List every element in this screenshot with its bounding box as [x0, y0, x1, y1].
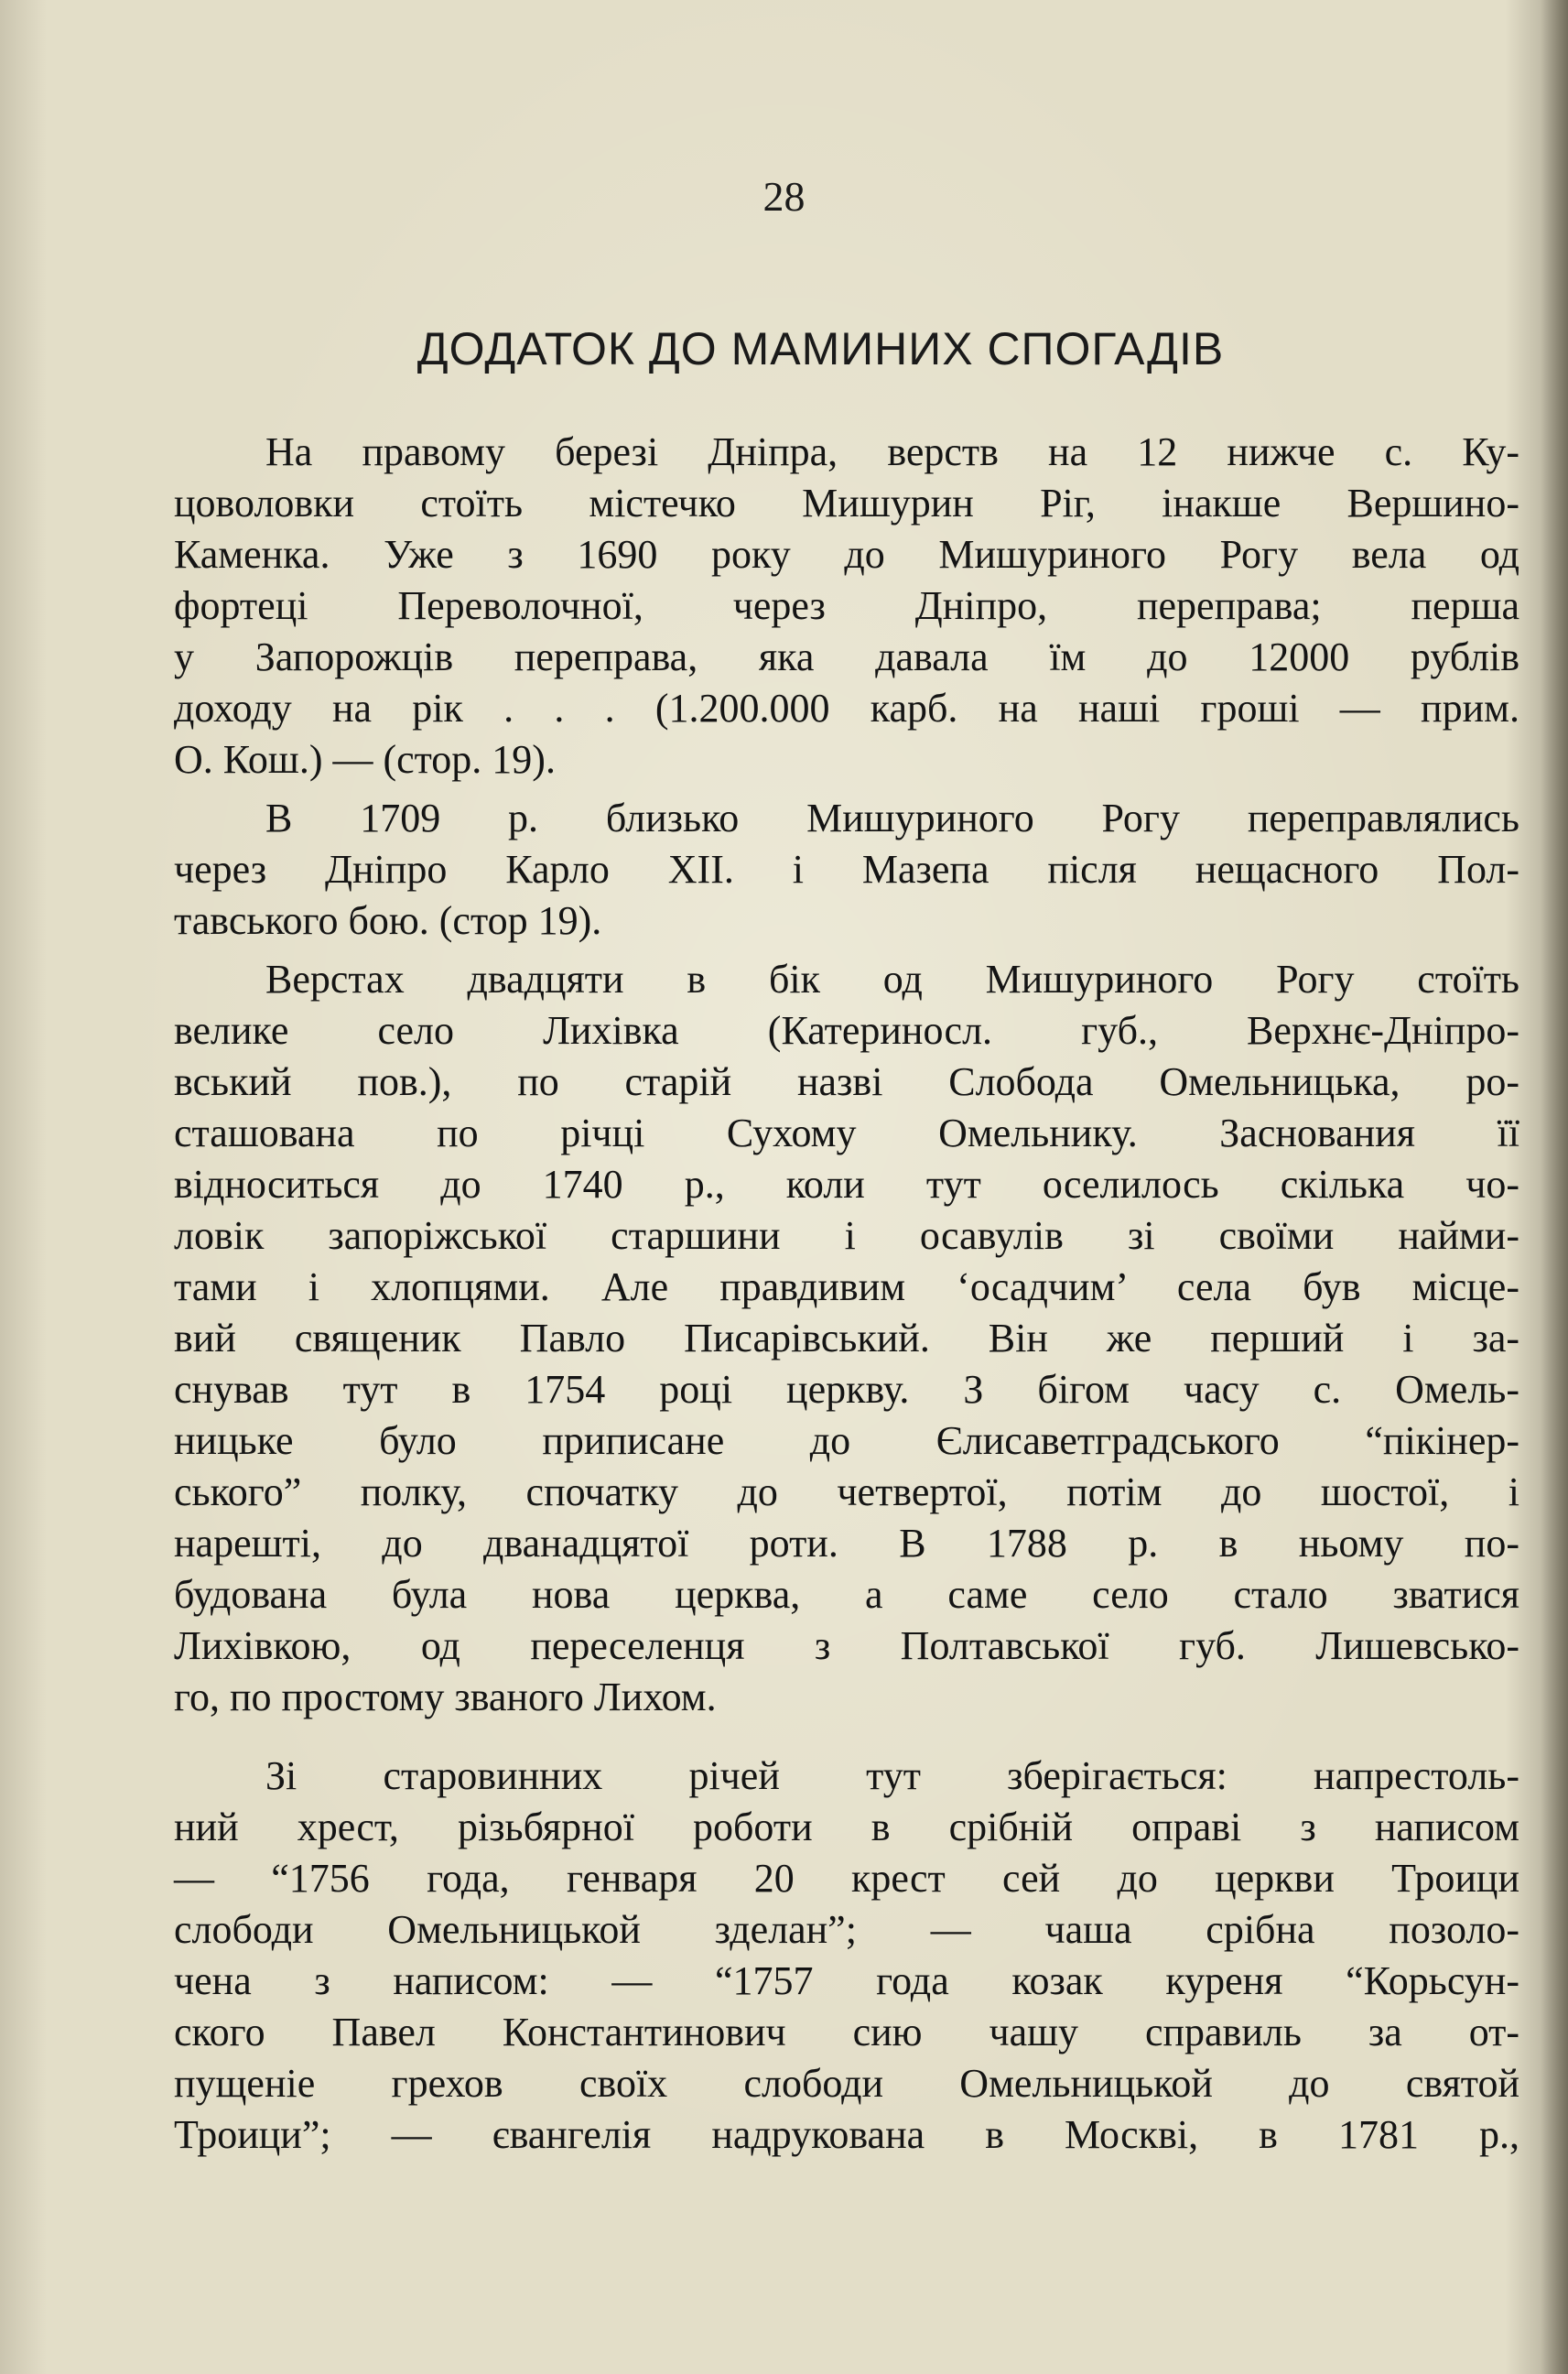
body-text [174, 427, 1519, 2161]
text-line: у Запорожців переправа, яка давала їм до 12000 рублів [174, 634, 1519, 679]
text-line: вий священик Павло Писарівський. Він же перший і за- [174, 1316, 1519, 1360]
text-line: О. Кош.) — (стор. 19). [174, 737, 556, 782]
text-line: ловік запоріжської старшини і осавулів зі своїми найми- [174, 1213, 1519, 1258]
text-line: ницьке було приписане до Єлисаветградського “пікінер- [174, 1418, 1519, 1463]
text-line: Каменка. Уже з 1690 року до Мишуриного Рогу вела од [174, 532, 1519, 577]
text-line: нарешті, до дванадцятої роти. В 1788 р. в ньому по- [174, 1521, 1519, 1566]
text-line: вський пов.), по старій назві Слобода Омельницька, ро- [174, 1059, 1519, 1104]
text-line: фортеці Переволочної, через Дніпро, переправа; перша [174, 583, 1519, 628]
text-line: доходу на рік . . . (1.200.000 карб. на наші гроші — прим. [174, 686, 1519, 731]
text-line: сташована по річці Сухому Омельнику. Заснования її [174, 1111, 1519, 1155]
text-line: слободи Омельницькой зделан”; — чаша срібна позоло- [174, 1907, 1519, 1952]
text-line: В 1709 р. близько Мишуриного Рогу переправлялись [265, 796, 1519, 840]
text-line: тавського бою. (стор 19). [174, 898, 602, 943]
paragraph-2 [174, 793, 1519, 947]
page-number: 28 [762, 173, 806, 220]
text-line: ний хрест, різьбярної роботи в срібній оправі з написом [174, 1805, 1519, 1849]
text-line: чена з написом: — “1757 года козак куреня “Корьсун- [174, 1958, 1519, 2003]
text-line: ского Павел Константинович сию чашу справиль за от- [174, 2010, 1519, 2054]
text-line: снував тут в 1754 році церкву. З бігом часу с. Омель- [174, 1367, 1519, 1412]
text-line: На правому березі Дніпра, верств на 12 нижче с. Ку- [265, 429, 1519, 474]
text-line: Троици”; — євангелія надрукована в Москві, в 1781 р., [174, 2112, 1519, 2157]
paragraph-4 [174, 1751, 1519, 2161]
text-line: пущеніе грехов своїх слободи Омельницькой до святой [174, 2061, 1519, 2106]
text-line: Верстах двадцяти в бік од Мишуриного Рогу стоїть [265, 957, 1519, 1002]
text-line: Лихівкою, од переселенця з Полтавської губ. Лишевсько- [174, 1623, 1519, 1668]
text-line: відноситься до 1740 р., коли тут оселилось скілька чо- [174, 1162, 1519, 1207]
text-line: тами і хлопцями. Але правдивим ‘осадчим’ села був місце- [174, 1264, 1519, 1309]
page-heading: ДОДАТОК ДО МАМИНИХ СПОГАДІВ [416, 323, 1225, 374]
paragraph-3 [174, 954, 1519, 1723]
text-line: Зі старовинних річей тут зберігається: напрестоль- [265, 1753, 1519, 1798]
paragraph-1 [174, 427, 1519, 786]
text-line: ського” полку, спочатку до четвертої, потім до шостої, і [174, 1469, 1519, 1514]
text-line: будована була нова церква, а саме село стало зватися [174, 1572, 1519, 1617]
text-line: — “1756 года, генваря 20 крест сей до церкви Троици [174, 1856, 1519, 1901]
text-line: го, по простому званого Лихом. [174, 1675, 717, 1719]
text-line: велике село Лихівка (Катериносл. губ., Верхнє-Дніпро- [174, 1008, 1519, 1053]
text-line: цоволовки стоїть містечко Мишурин Ріг, інакше Вершино- [174, 481, 1519, 526]
text-line: через Дніпро Карло XII. і Мазепа після нещасного Пол- [174, 847, 1519, 892]
